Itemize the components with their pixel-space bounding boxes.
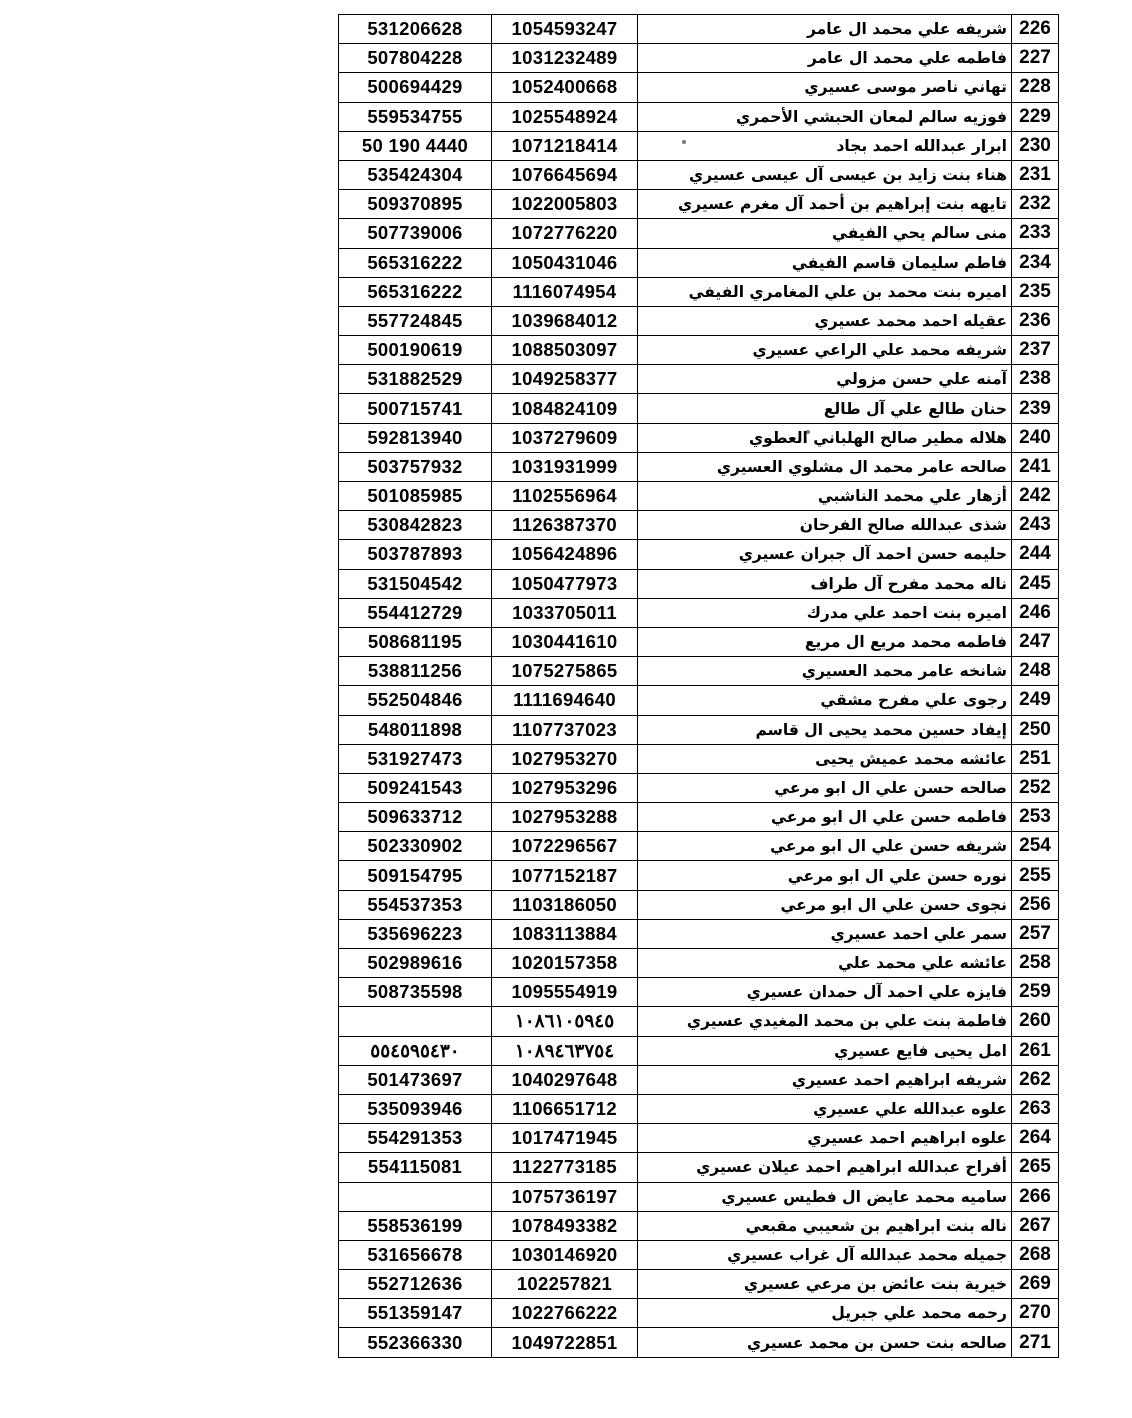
- phone-cell: 508735598: [339, 978, 492, 1007]
- id-number-cell: 1031232489: [492, 44, 638, 73]
- table-row: [339, 919, 1059, 948]
- row-number-cell: 229: [1012, 102, 1059, 131]
- row-number-cell: 227: [1012, 44, 1059, 73]
- table-row: [339, 978, 1059, 1007]
- name-cell: شريفه محمد علي الراعي عسيري: [638, 336, 1012, 365]
- id-number-cell: 1075736197: [492, 1182, 638, 1211]
- table-row: [339, 686, 1059, 715]
- id-number-cell: 1116074954: [492, 277, 638, 306]
- name-cell: شريفه علي محمد ال عامر: [638, 15, 1012, 44]
- id-number-cell: 1054593247: [492, 15, 638, 44]
- name-cell: هلاله مطير صالح الهلباني العطوي: [638, 423, 1012, 452]
- table-row: [339, 861, 1059, 890]
- phone-cell: 531927473: [339, 744, 492, 773]
- phone-cell: 531504542: [339, 569, 492, 598]
- name-cell: أزهار علي محمد الناشبي: [638, 482, 1012, 511]
- id-number-cell: 1107737023: [492, 715, 638, 744]
- name-cell: فاطمه محمد مريع ال مريع: [638, 627, 1012, 656]
- name-cell: شانخه عامر محمد العسيري: [638, 657, 1012, 686]
- phone-cell: 565316222: [339, 248, 492, 277]
- table-row: [339, 277, 1059, 306]
- table-row: [339, 569, 1059, 598]
- id-number-cell: 1072296567: [492, 832, 638, 861]
- phone-cell: 592813940: [339, 423, 492, 452]
- name-cell: جميله محمد عبدالله آل غراب عسيري: [638, 1240, 1012, 1269]
- id-number-cell: 1050431046: [492, 248, 638, 277]
- table-row: [339, 627, 1059, 656]
- table-row: [339, 482, 1059, 511]
- name-cell: رحمه محمد علي جبريل: [638, 1299, 1012, 1328]
- table-row: [339, 803, 1059, 832]
- table-row: [339, 190, 1059, 219]
- records-table-body: [339, 15, 1059, 1358]
- id-number-cell: 1122773185: [492, 1153, 638, 1182]
- table-row: [339, 949, 1059, 978]
- id-number-cell: 1027953296: [492, 773, 638, 802]
- row-number-cell: 233: [1012, 219, 1059, 248]
- row-number-cell: 231: [1012, 160, 1059, 189]
- row-number-cell: 257: [1012, 919, 1059, 948]
- phone-cell: 552712636: [339, 1270, 492, 1299]
- row-number-cell: 254: [1012, 832, 1059, 861]
- name-cell: صالحه حسن علي ال ابو مرعي: [638, 773, 1012, 802]
- table-row: [339, 160, 1059, 189]
- id-number-cell: 1095554919: [492, 978, 638, 1007]
- table-row: [339, 219, 1059, 248]
- phone-cell: 551359147: [339, 1299, 492, 1328]
- phone-cell: 502989616: [339, 949, 492, 978]
- phone-cell: 503787893: [339, 540, 492, 569]
- table-row: [339, 511, 1059, 540]
- row-number-cell: 260: [1012, 1007, 1059, 1036]
- row-number-cell: 230: [1012, 131, 1059, 160]
- id-number-cell: 1111694640: [492, 686, 638, 715]
- id-number-cell: 1040297648: [492, 1065, 638, 1094]
- name-cell: تهاني ناصر موسى عسيري: [638, 73, 1012, 102]
- name-cell: رجوى علي مفرح مشقي: [638, 686, 1012, 715]
- id-number-cell: 1030441610: [492, 627, 638, 656]
- id-number-cell: 1031931999: [492, 452, 638, 481]
- name-cell: شريفه ابراهيم احمد عسيري: [638, 1065, 1012, 1094]
- id-number-cell: 1052400668: [492, 73, 638, 102]
- table-row: [339, 1153, 1059, 1182]
- id-number-cell: 1050477973: [492, 569, 638, 598]
- id-number-cell: 1017471945: [492, 1124, 638, 1153]
- name-cell: اميره بنت محمد بن علي المغامري الفيفي: [638, 277, 1012, 306]
- phone-cell: 531882529: [339, 365, 492, 394]
- row-number-cell: 239: [1012, 394, 1059, 423]
- row-number-cell: 244: [1012, 540, 1059, 569]
- phone-cell: 554115081: [339, 1153, 492, 1182]
- phone-cell: 535093946: [339, 1094, 492, 1123]
- row-number-cell: 255: [1012, 861, 1059, 890]
- name-cell: شذى عبدالله صالح الفرحان: [638, 511, 1012, 540]
- row-number-cell: 242: [1012, 482, 1059, 511]
- id-number-cell: 1102556964: [492, 482, 638, 511]
- name-cell: آمنه علي حسن مزولي: [638, 365, 1012, 394]
- table-row: [339, 336, 1059, 365]
- row-number-cell: 266: [1012, 1182, 1059, 1211]
- row-number-cell: 246: [1012, 598, 1059, 627]
- phone-cell: 535696223: [339, 919, 492, 948]
- id-number-cell: 1106651712: [492, 1094, 638, 1123]
- table-row: [339, 1094, 1059, 1123]
- row-number-cell: 264: [1012, 1124, 1059, 1153]
- name-cell: ساميه محمد عايض ال فطيس عسيري: [638, 1182, 1012, 1211]
- table-row: [339, 306, 1059, 335]
- phone-cell: 503757932: [339, 452, 492, 481]
- name-cell: فاطمة بنت علي بن محمد المغيدي عسيري: [638, 1007, 1012, 1036]
- table-row: [339, 365, 1059, 394]
- table-row: [339, 1007, 1059, 1036]
- name-cell: نجوى حسن علي ال ابو مرعي: [638, 890, 1012, 919]
- row-number-cell: 253: [1012, 803, 1059, 832]
- phone-cell: 509370895: [339, 190, 492, 219]
- table-row: [339, 540, 1059, 569]
- row-number-cell: 252: [1012, 773, 1059, 802]
- table-row: [339, 657, 1059, 686]
- id-number-cell: 1075275865: [492, 657, 638, 686]
- table-row: [339, 598, 1059, 627]
- name-cell: ناله محمد مفرح آل طراف: [638, 569, 1012, 598]
- id-number-cell: ١٠٨٩٤٦٣٧٥٤: [492, 1036, 638, 1065]
- row-number-cell: 234: [1012, 248, 1059, 277]
- records-table: [338, 14, 1059, 1358]
- id-number-cell: 1027953288: [492, 803, 638, 832]
- id-number-cell: 1126387370: [492, 511, 638, 540]
- id-number-cell: 1077152187: [492, 861, 638, 890]
- row-number-cell: 228: [1012, 73, 1059, 102]
- table-row: [339, 1270, 1059, 1299]
- row-number-cell: 240: [1012, 423, 1059, 452]
- table-row: [339, 1036, 1059, 1065]
- phone-cell: 500694429: [339, 73, 492, 102]
- table-row: [339, 452, 1059, 481]
- id-number-cell: 1049258377: [492, 365, 638, 394]
- phone-cell: 508681195: [339, 627, 492, 656]
- phone-cell: 531206628: [339, 15, 492, 44]
- id-number-cell: 1078493382: [492, 1211, 638, 1240]
- name-cell: هناء بنت زايد بن عيسى آل عيسى عسيري: [638, 160, 1012, 189]
- name-cell: شريفه حسن علي ال ابو مرعي: [638, 832, 1012, 861]
- row-number-cell: 241: [1012, 452, 1059, 481]
- phone-cell: 557724845: [339, 306, 492, 335]
- row-number-cell: 270: [1012, 1299, 1059, 1328]
- phone-cell: 509241543: [339, 773, 492, 802]
- name-cell: فاطم سليمان قاسم الفيفي: [638, 248, 1012, 277]
- phone-cell: 535424304: [339, 160, 492, 189]
- phone-cell: ٥٥٤٥٩٥٤٣٠: [339, 1036, 492, 1065]
- name-cell: صالحه بنت حسن بن محمد عسيري: [638, 1328, 1012, 1357]
- phone-cell: 559534755: [339, 102, 492, 131]
- phone-cell: 531656678: [339, 1240, 492, 1269]
- id-number-cell: 1072776220: [492, 219, 638, 248]
- id-number-cell: 1022005803: [492, 190, 638, 219]
- row-number-cell: 267: [1012, 1211, 1059, 1240]
- id-number-cell: 1025548924: [492, 102, 638, 131]
- id-number-cell: 1027953270: [492, 744, 638, 773]
- name-cell: فوزيه سالم لمعان الحبشي الأحمري: [638, 102, 1012, 131]
- id-number-cell: 1056424896: [492, 540, 638, 569]
- row-number-cell: 256: [1012, 890, 1059, 919]
- row-number-cell: 232: [1012, 190, 1059, 219]
- row-number-cell: 243: [1012, 511, 1059, 540]
- table-row: [339, 832, 1059, 861]
- id-number-cell: 1076645694: [492, 160, 638, 189]
- name-cell: عقيله احمد محمد عسيري: [638, 306, 1012, 335]
- row-number-cell: 265: [1012, 1153, 1059, 1182]
- name-cell: علوه ابراهيم احمد عسيري: [638, 1124, 1012, 1153]
- row-number-cell: 268: [1012, 1240, 1059, 1269]
- table-row: [339, 1240, 1059, 1269]
- id-number-cell: 1039684012: [492, 306, 638, 335]
- name-cell: حليمه حسن احمد آل جبران عسيري: [638, 540, 1012, 569]
- name-cell: فاطمه حسن علي ال ابو مرعي: [638, 803, 1012, 832]
- row-number-cell: 251: [1012, 744, 1059, 773]
- name-cell: امل يحيى فايع عسيري: [638, 1036, 1012, 1065]
- phone-cell: 565316222: [339, 277, 492, 306]
- name-cell: إيفاد حسين محمد يحيى ال قاسم: [638, 715, 1012, 744]
- row-number-cell: 248: [1012, 657, 1059, 686]
- name-cell: خيرية بنت عائض بن مرعي عسيري: [638, 1270, 1012, 1299]
- table-row: [339, 131, 1059, 160]
- phone-cell: 538811256: [339, 657, 492, 686]
- name-cell: تايهه بنت إبراهيم بن أحمد آل مغرم عسيري: [638, 190, 1012, 219]
- phone-cell: 548011898: [339, 715, 492, 744]
- id-number-cell: 1084824109: [492, 394, 638, 423]
- table-row: [339, 423, 1059, 452]
- row-number-cell: 237: [1012, 336, 1059, 365]
- id-number-cell: 1022766222: [492, 1299, 638, 1328]
- id-number-cell: 102257821: [492, 1270, 638, 1299]
- table-row: [339, 73, 1059, 102]
- phone-cell: 507804228: [339, 44, 492, 73]
- name-cell: ابرار عبدالله احمد بجاد: [638, 131, 1012, 160]
- table-row: [339, 44, 1059, 73]
- row-number-cell: 235: [1012, 277, 1059, 306]
- phone-cell: 50 190 4440: [339, 131, 492, 160]
- id-number-cell: 1037279609: [492, 423, 638, 452]
- row-number-cell: 269: [1012, 1270, 1059, 1299]
- id-number-cell: ١٠٨٦١٠٥٩٤٥: [492, 1007, 638, 1036]
- phone-cell: 554412729: [339, 598, 492, 627]
- phone-cell: 500715741: [339, 394, 492, 423]
- row-number-cell: 261: [1012, 1036, 1059, 1065]
- name-cell: عائشه محمد عميش يحيى: [638, 744, 1012, 773]
- table-row: [339, 744, 1059, 773]
- name-cell: ناله بنت ابراهيم بن شعيبي مقبعي: [638, 1211, 1012, 1240]
- row-number-cell: 245: [1012, 569, 1059, 598]
- row-number-cell: 238: [1012, 365, 1059, 394]
- row-number-cell: 258: [1012, 949, 1059, 978]
- table-row: [339, 1211, 1059, 1240]
- id-number-cell: 1088503097: [492, 336, 638, 365]
- table-row: [339, 1299, 1059, 1328]
- phone-cell: 502330902: [339, 832, 492, 861]
- id-number-cell: 1083113884: [492, 919, 638, 948]
- id-number-cell: 1030146920: [492, 1240, 638, 1269]
- phone-cell: [339, 1182, 492, 1211]
- phone-cell: 554291353: [339, 1124, 492, 1153]
- table-row: [339, 1065, 1059, 1094]
- phone-cell: 501085985: [339, 482, 492, 511]
- row-number-cell: 259: [1012, 978, 1059, 1007]
- name-cell: عائشه علي محمد علي: [638, 949, 1012, 978]
- row-number-cell: 247: [1012, 627, 1059, 656]
- row-number-cell: 262: [1012, 1065, 1059, 1094]
- phone-cell: [339, 1007, 492, 1036]
- phone-cell: 552366330: [339, 1328, 492, 1357]
- name-cell: سمر علي احمد عسيري: [638, 919, 1012, 948]
- name-cell: اميره بنت احمد علي مدرك: [638, 598, 1012, 627]
- table-row: [339, 1328, 1059, 1357]
- table-row: [339, 248, 1059, 277]
- phone-cell: 509154795: [339, 861, 492, 890]
- phone-cell: 554537353: [339, 890, 492, 919]
- name-cell: علوه عبدالله علي عسيري: [638, 1094, 1012, 1123]
- row-number-cell: 226: [1012, 15, 1059, 44]
- table-row: [339, 715, 1059, 744]
- table-row: [339, 102, 1059, 131]
- id-number-cell: 1049722851: [492, 1328, 638, 1357]
- row-number-cell: 271: [1012, 1328, 1059, 1357]
- name-cell: صالحه عامر محمد ال مشلوي العسيري: [638, 452, 1012, 481]
- row-number-cell: 236: [1012, 306, 1059, 335]
- phone-cell: 501473697: [339, 1065, 492, 1094]
- id-number-cell: 1020157358: [492, 949, 638, 978]
- row-number-cell: 263: [1012, 1094, 1059, 1123]
- row-number-cell: 250: [1012, 715, 1059, 744]
- name-cell: أفراح عبدالله ابراهيم احمد عيلان عسيري: [638, 1153, 1012, 1182]
- name-cell: فاطمه علي محمد ال عامر: [638, 44, 1012, 73]
- name-cell: فايزه علي احمد آل حمدان عسيري: [638, 978, 1012, 1007]
- table-row: [339, 773, 1059, 802]
- phone-cell: 552504846: [339, 686, 492, 715]
- table-row: [339, 1124, 1059, 1153]
- row-number-cell: 249: [1012, 686, 1059, 715]
- table-row: [339, 890, 1059, 919]
- table-row: [339, 15, 1059, 44]
- table-row: [339, 1182, 1059, 1211]
- phone-cell: 530842823: [339, 511, 492, 540]
- name-cell: حنان طالع علي آل طالع: [638, 394, 1012, 423]
- phone-cell: 500190619: [339, 336, 492, 365]
- name-cell: نوره حسن علي ال ابو مرعي: [638, 861, 1012, 890]
- id-number-cell: 1071218414: [492, 131, 638, 160]
- id-number-cell: 1103186050: [492, 890, 638, 919]
- phone-cell: 507739006: [339, 219, 492, 248]
- table-row: [339, 394, 1059, 423]
- id-number-cell: 1033705011: [492, 598, 638, 627]
- phone-cell: 558536199: [339, 1211, 492, 1240]
- phone-cell: 509633712: [339, 803, 492, 832]
- name-cell: منى سالم يحي الفيفي: [638, 219, 1012, 248]
